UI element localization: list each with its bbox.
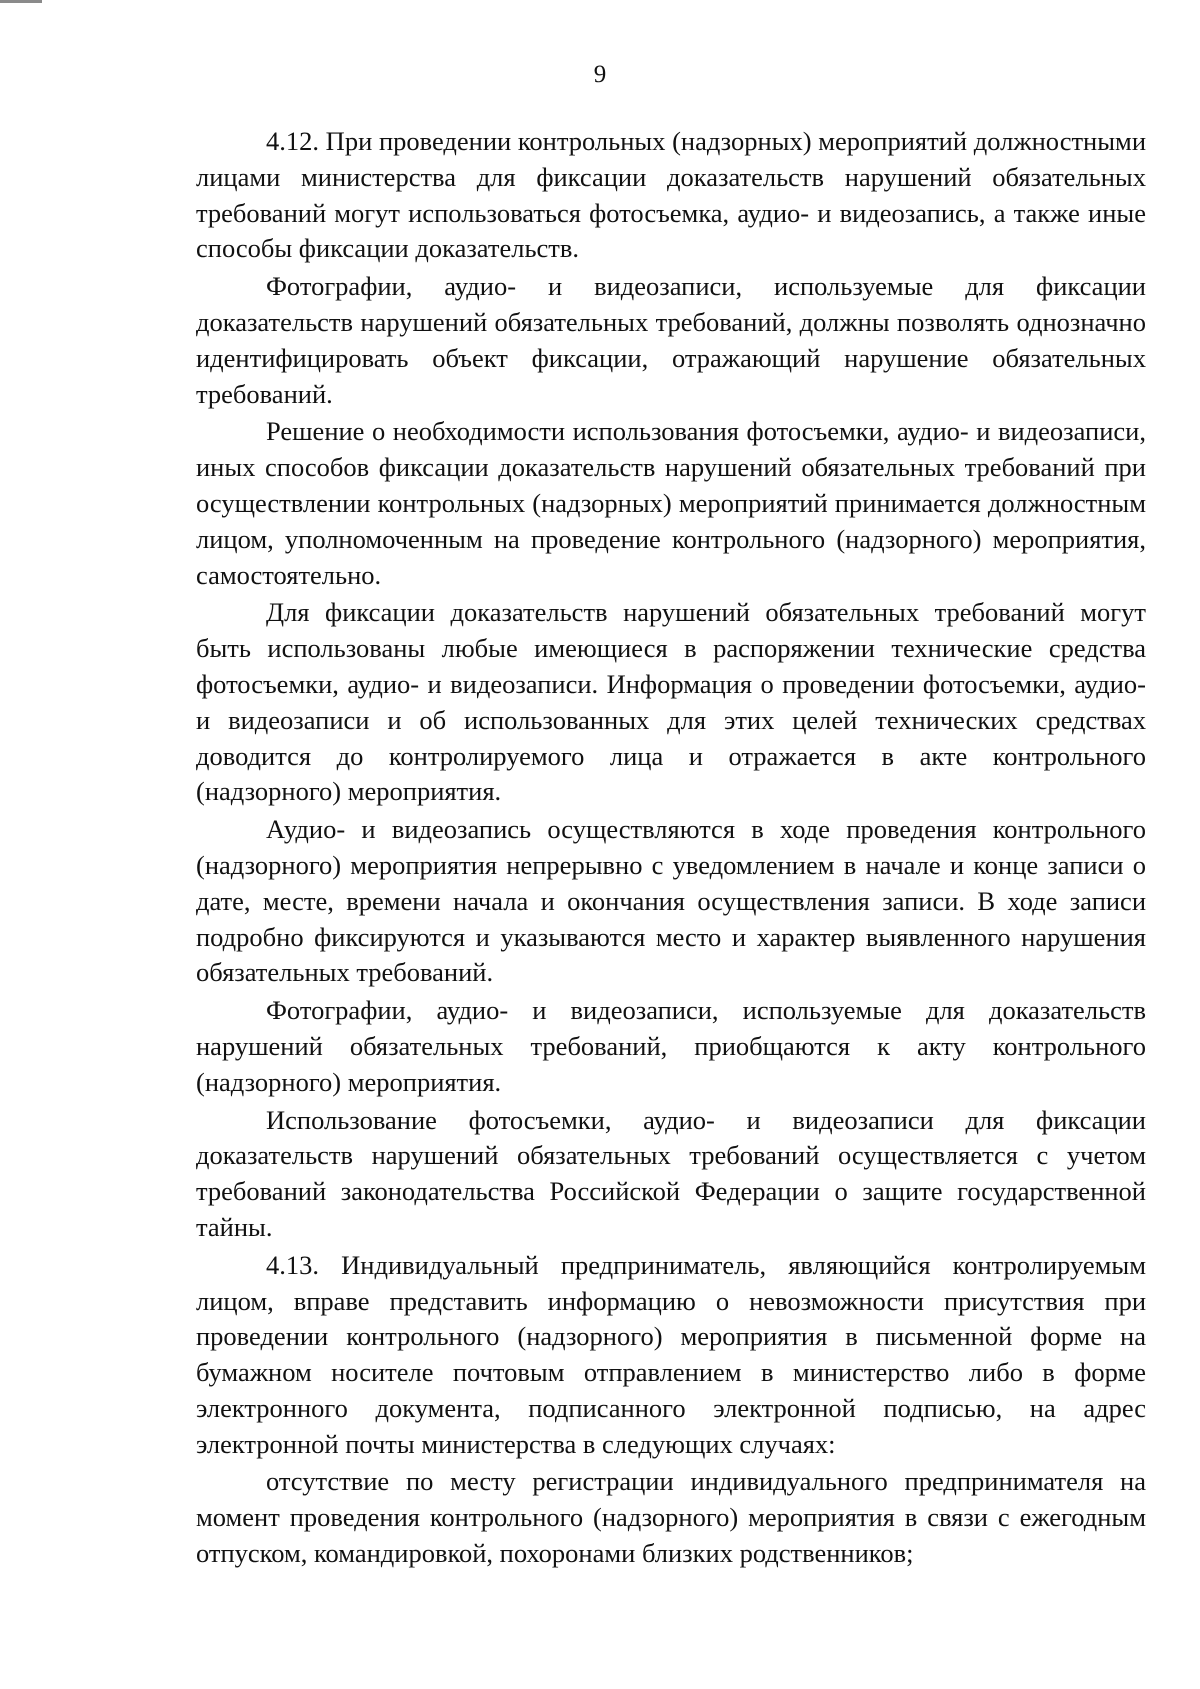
scan-edge-mark <box>0 0 42 3</box>
paragraph-absence-case: отсутствие по месту регистрации индивидуального предпринимателя на момент проведения контрольного (надзорного) мероприятия в связи с ежегодным отпуском, командировкой, похоронами близких родственников; <box>196 1466 1146 1569</box>
paragraph-decision: Решение о необходимости использования фотосъемки, аудио- и видеозаписи, иных способов фиксации доказательств нарушений обязательных требований при осуществлении контрольных (надзорных) мероприятий принимается должностным лицом, уполномоченным на проведение контрольного (надзорного) мероприятия, самостоятельно. <box>196 416 1146 590</box>
paragraph-4-13: 4.13. Индивидуальный предприниматель, являющийся контролируемым лицом, вправе представить информацию о невозможности присутствия при проведении контрольного (надзорного) мероприятия в письменной форме на бумажном носителе почтовым отправлением в министерство либо в форме электронного документа, подписанного электронной подписью, на адрес электронной почты министерства в следующих случаях: <box>196 1249 1146 1459</box>
paragraph-photo-requirements: Фотографии, аудио- и видеозаписи, используемые для фиксации доказательств нарушений обязательных требований, должны позволять однозначно идентифицировать объект фиксации, отражающий нарушение обязательных требований. <box>196 271 1146 409</box>
paragraph-audio-video: Аудио- и видеозапись осуществляются в ходе проведения контрольного (надзорного) мероприятия непрерывно с уведомлением в начале и конце записи о дате, месте, времени начала и окончания осуществления записи. В ходе записи подробно фиксируются и указываются место и характер выявленного нарушения обязательных требований. <box>196 814 1146 988</box>
paragraph-technical-means: Для фиксации доказательств нарушений обязательных требований могут быть использованы любые имеющиеся в распоряжении технические средства фотосъемки, аудио- и видеозаписи. Информация о проведении фотосъемки, аудио- и видеозаписи и об использованных для этих целей технических средствах доводится до контролируемого лица и отражается в акте контрольного (надзорного) мероприятия. <box>196 597 1146 807</box>
paragraph-4-12: 4.12. При проведении контрольных (надзорных) мероприятий должностными лицами министерства для фиксации доказательств нарушений обязательных требований могут использоваться фотосъемка, аудио- и видеозапись, а также иные способы фиксации доказательств. <box>196 126 1146 264</box>
paragraph-attachment: Фотографии, аудио- и видеозаписи, используемые для доказательств нарушений обязательных требований, приобщаются к акту контрольного (надзорного) мероприятия. <box>196 995 1146 1097</box>
paragraph-state-secret: Использование фотосъемки, аудио- и видеозаписи для фиксации доказательств нарушений обязательных требований осуществляется с учетом требований законодательства Российской Федерации о защите государственной тайны. <box>196 1104 1146 1242</box>
page-number: 9 <box>593 61 607 88</box>
document-body <box>196 124 1146 1574</box>
